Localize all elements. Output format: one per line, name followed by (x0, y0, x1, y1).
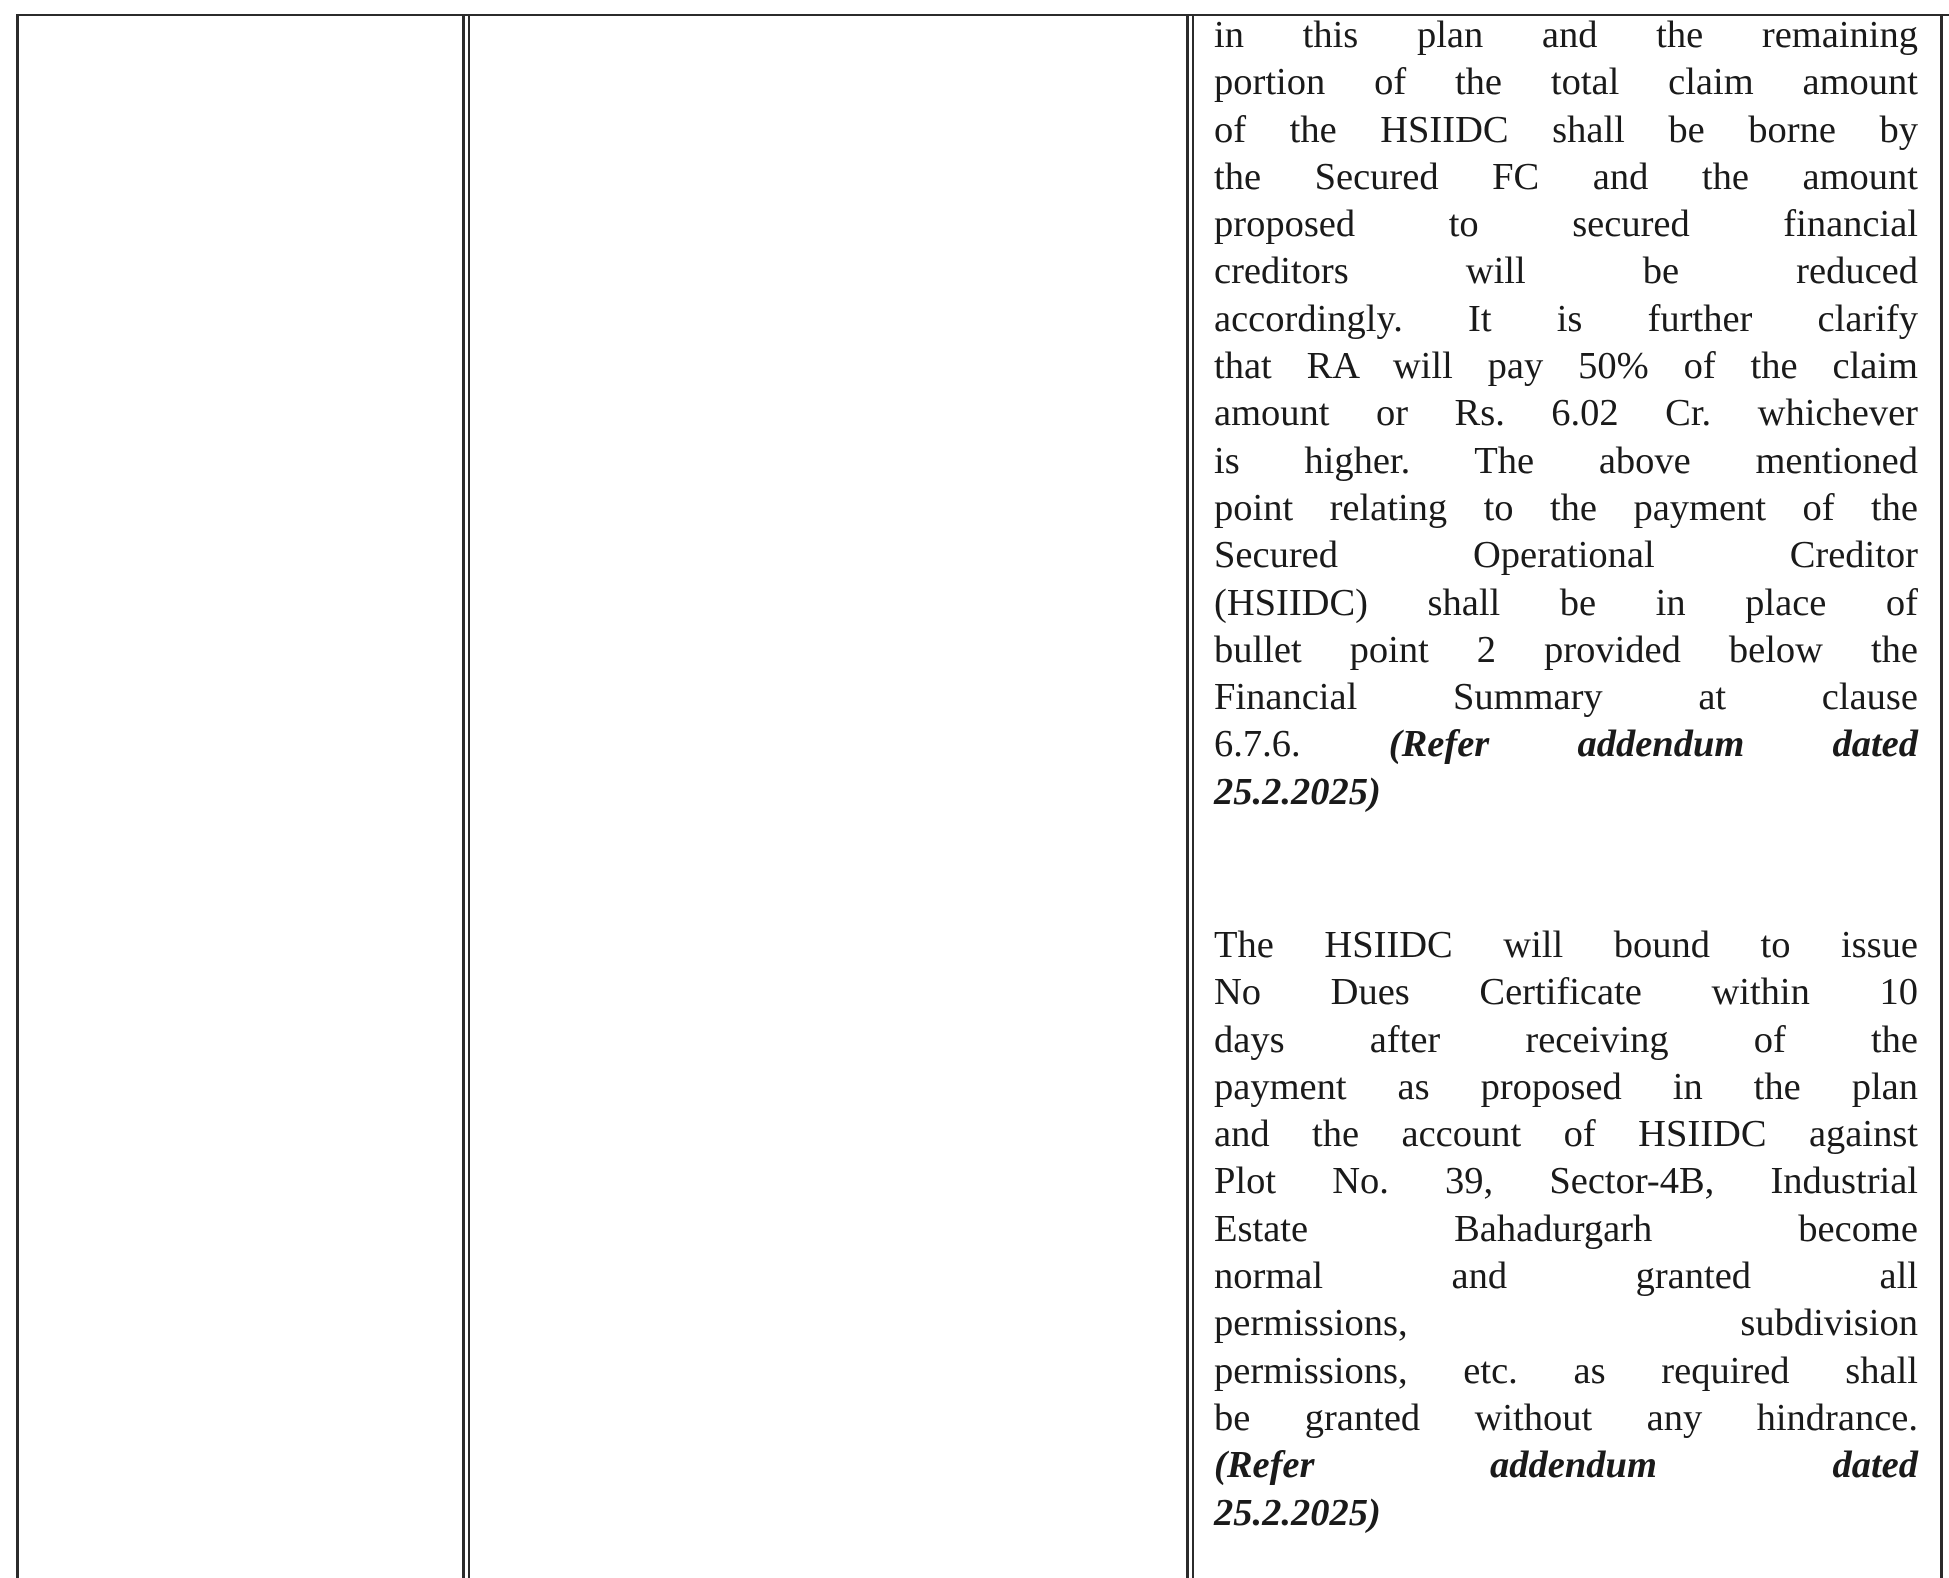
text-line: portion of the total claim amount (1214, 61, 1918, 104)
column-3-left-border-inner (1192, 14, 1194, 1578)
text-line: bullet point 2 provided below the (1214, 628, 1918, 671)
column-2-left-border-inner (468, 14, 470, 1578)
text-line: Financial Summary at clause (1214, 676, 1918, 719)
column-3-left-border (1186, 14, 1189, 1578)
text-line-with-reference (1214, 721, 1918, 768)
addendum-reference: (Refer addendum dated (1214, 1444, 1918, 1487)
text-line: of the HSIIDC shall be borne by (1214, 108, 1918, 151)
text-line: The HSIIDC will bound to issue (1214, 924, 1918, 966)
text-line: permissions, etc. as required shall (1214, 1349, 1918, 1392)
text-line: (HSIIDC) shall be in place of (1214, 581, 1918, 624)
text-line: is higher. The above mentioned (1214, 439, 1918, 482)
text-line: creditors will be reduced (1214, 250, 1918, 293)
text-line: No Dues Certificate within 10 (1214, 971, 1918, 1014)
column-1-left-border (16, 14, 19, 1578)
text-line: in this plan and the remaining (1214, 14, 1918, 56)
text-line: Plot No. 39, Sector-4B, Industrial (1214, 1160, 1918, 1203)
clause-number: 6.7.6. (1214, 723, 1301, 766)
text-line: the Secured FC and the amount (1214, 155, 1918, 198)
paragraph-payment-terms (1214, 12, 1918, 816)
text-line: amount or Rs. 6.02 Cr. whichever (1214, 392, 1918, 435)
text-line: and the account of HSIIDC against (1214, 1113, 1918, 1156)
text-line: point relating to the payment of the (1214, 486, 1918, 529)
addendum-date: 25.2.2025) (1214, 1491, 1381, 1534)
text-line: permissions, subdivision (1214, 1302, 1918, 1345)
text-line: days after receiving of the (1214, 1018, 1918, 1061)
text-line: that RA will pay 50% of the claim (1214, 345, 1918, 388)
addendum-reference: (Refer addendum dated (1388, 723, 1919, 766)
text-line: payment as proposed in the plan (1214, 1065, 1918, 1108)
paragraph-no-dues-certificate (1214, 922, 1918, 1537)
text-line: proposed to secured financial (1214, 203, 1918, 246)
text-line: be granted without any hindrance. (1214, 1396, 1918, 1439)
addendum-date: 25.2.2025) (1214, 770, 1381, 813)
table-right-border (1940, 14, 1943, 1578)
text-line: Estate Bahadurgarh become (1214, 1207, 1918, 1250)
text-line: accordingly. It is further clarify (1214, 297, 1918, 340)
text-line: Secured Operational Creditor (1214, 534, 1918, 577)
column-2-left-border (462, 14, 465, 1578)
text-line: normal and granted all (1214, 1255, 1918, 1298)
